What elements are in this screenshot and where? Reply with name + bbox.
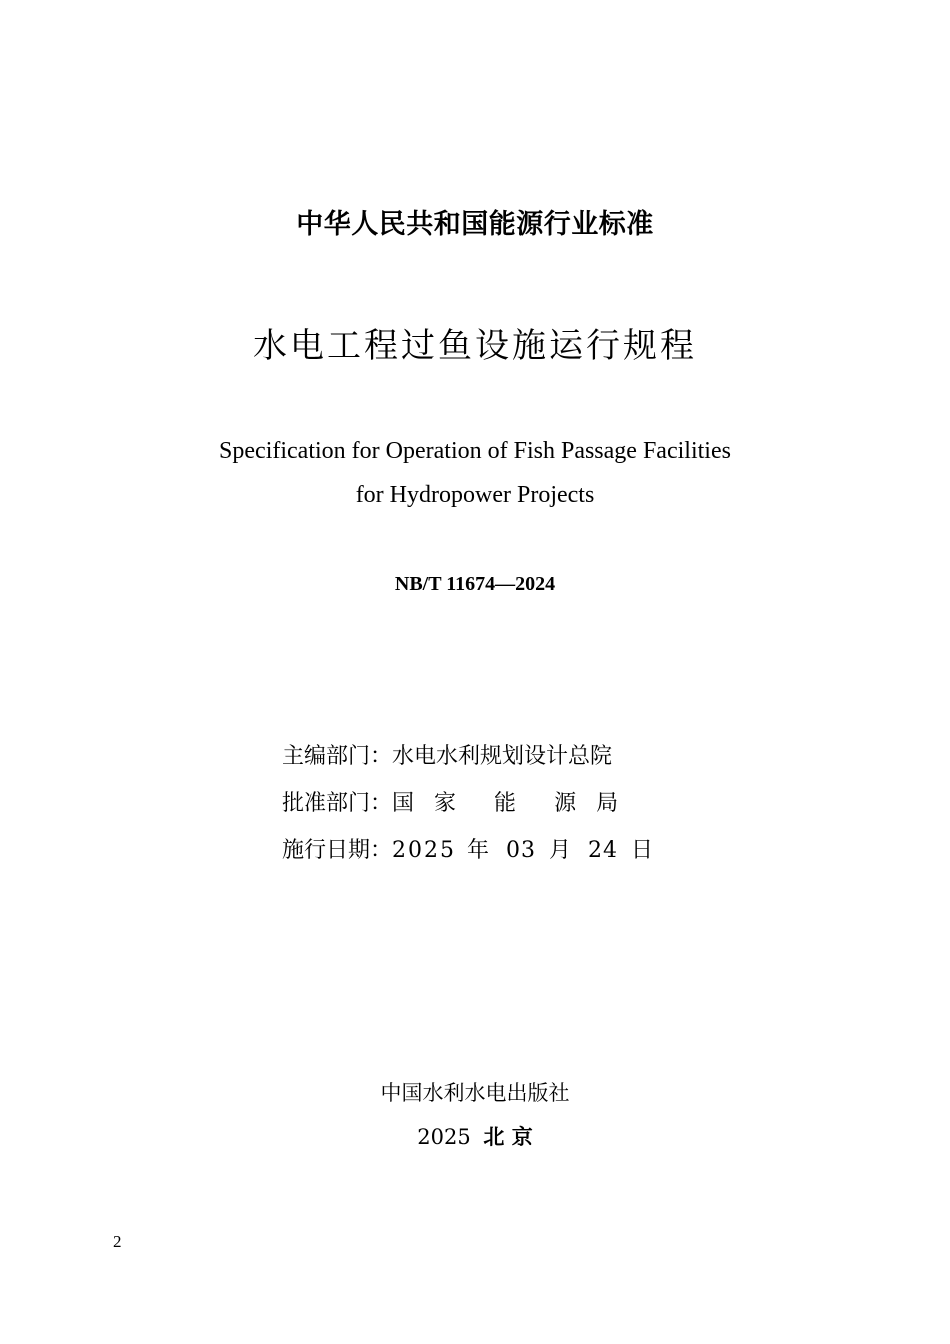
publisher-name: 中国水利水电出版社 (380, 1081, 570, 1105)
effective-label: 施行日期： (282, 838, 393, 863)
page-number: 2 (113, 1232, 122, 1251)
effective-month-unit: 月 (549, 838, 572, 863)
publication-year: 2025 (417, 1125, 471, 1149)
approver-char: 能 (494, 791, 517, 816)
editor-row (282, 739, 612, 770)
editor-label: 主编部门： (282, 744, 393, 769)
approver-char: 国 (392, 791, 415, 816)
approver-row (282, 786, 618, 817)
publication-city: 北 京 (483, 1124, 533, 1149)
effective-day-unit: 日 (631, 838, 654, 863)
effective-month: 03 (506, 838, 537, 863)
editor-value: 水电水利规划设计总院 (392, 744, 613, 769)
approver-value (392, 786, 618, 817)
publication-place (0, 1121, 950, 1151)
effective-year: 2025 (392, 838, 457, 863)
title-english-line1: Specification for Operation of Fish Passage Facilities (219, 438, 731, 464)
effective-date (392, 833, 653, 864)
effective-date-row (282, 833, 653, 864)
approver-char: 局 (596, 791, 619, 816)
effective-day: 24 (588, 838, 619, 863)
title-chinese: 水电工程过鱼设施运行规程 (253, 326, 697, 366)
effective-year-unit: 年 (467, 838, 490, 863)
standard-code: NB/T 11674—2024 (394, 573, 556, 595)
title-english-line2: for Hydropower Projects (355, 482, 595, 508)
approver-char: 源 (554, 791, 577, 816)
approver-label: 批准部门： (282, 791, 393, 816)
approver-char: 家 (434, 791, 457, 816)
standard-category: 中华人民共和国能源行业标准 (296, 209, 654, 240)
